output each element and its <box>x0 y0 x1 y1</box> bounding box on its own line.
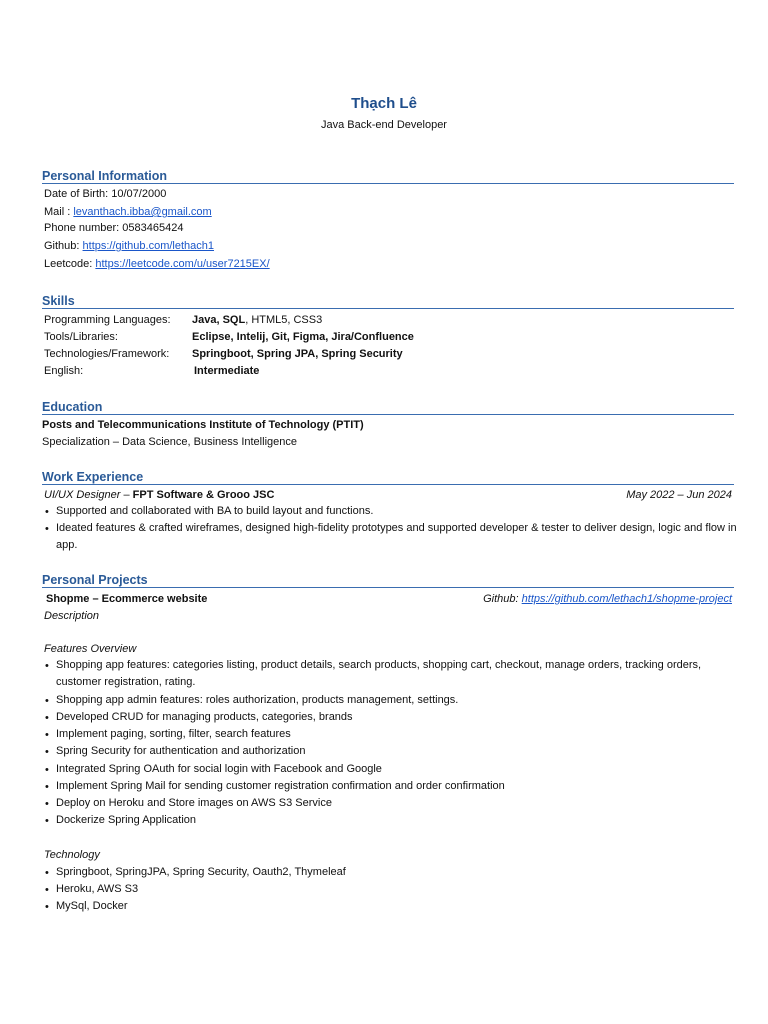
leetcode-label: Leetcode: <box>44 258 96 270</box>
github-line <box>44 239 214 253</box>
section-title-work: Work Experience <box>42 470 144 484</box>
bullet-icon: • <box>45 798 49 810</box>
section-divider <box>42 414 734 415</box>
section-title-skills: Skills <box>42 294 75 308</box>
feature-item: Spring Security for authentication and authorization <box>56 745 306 757</box>
leetcode-line <box>44 257 270 271</box>
feature-item: Deploy on Heroku and Store images on AWS S3 Service <box>56 797 332 809</box>
project-github-label: Github: <box>483 593 522 605</box>
section-title-education: Education <box>42 400 103 414</box>
bullet-icon: • <box>45 729 49 741</box>
skill-value <box>192 347 403 361</box>
mail-line <box>44 205 212 219</box>
bullet-icon: • <box>45 867 49 879</box>
phone-text: Phone number: 0583465424 <box>44 222 184 234</box>
section-divider <box>42 587 734 588</box>
candidate-role: Java Back-end Developer <box>321 119 447 131</box>
skill-value <box>192 330 414 344</box>
section-divider <box>42 308 734 309</box>
section-divider <box>42 484 734 485</box>
job-bullet: Supported and collaborated with BA to build layout and functions. <box>56 505 374 517</box>
skill-value-bold: Springboot, Spring JPA, Spring Security <box>192 348 403 360</box>
skill-value <box>192 313 322 327</box>
candidate-name: Thạch Lê <box>351 95 417 112</box>
skill-value-bold: Java, SQL <box>192 314 246 326</box>
feature-item: Shopping app admin features: roles authorization, products management, settings. <box>56 694 459 706</box>
leetcode-link[interactable]: https://leetcode.com/u/user7215EX/ <box>95 258 270 270</box>
bullet-icon: • <box>45 660 49 672</box>
specialization-text: Specialization – Data Science, Business Intelligence <box>42 436 297 448</box>
mail-label: Mail : <box>44 206 74 218</box>
bullet-icon: • <box>45 712 49 724</box>
feature-item: Dockerize Spring Application <box>56 814 197 826</box>
job-role: UI/UX Designer <box>44 489 121 501</box>
school-name: Posts and Telecommunications Institute of Technology (PTIT) <box>42 419 364 431</box>
job-company: FPT Software & Grooo JSC <box>132 489 275 501</box>
skill-value-rest: , HTML5, CSS3 <box>245 314 323 326</box>
job-dates: May 2022 – Jun 2024 <box>626 489 732 501</box>
dob-text: Date of Birth: 10/07/2000 <box>44 188 167 200</box>
section-divider <box>42 183 734 184</box>
bullet-icon: • <box>45 506 49 518</box>
skill-value-bold: Intermediate <box>194 365 260 377</box>
project-name: Shopme – Ecommerce website <box>46 593 208 605</box>
github-label: Github: <box>44 240 83 252</box>
project-github-link[interactable]: https://github.com/lethach1/shopme-project <box>521 593 732 605</box>
bullet-icon: • <box>45 523 49 535</box>
bullet-icon: • <box>45 884 49 896</box>
skill-label: Programming Languages: <box>44 314 171 326</box>
feature-item: Implement paging, sorting, filter, search features <box>56 728 291 740</box>
technology-item: Springboot, SpringJPA, Spring Security, Oauth2, Thymeleaf <box>56 866 346 878</box>
feature-item: Implement Spring Mail for sending customer registration confirmation and order confirmation <box>56 780 505 792</box>
project-description-label: Description <box>44 610 100 622</box>
technology-item: Heroku, AWS S3 <box>56 883 139 895</box>
feature-item: Integrated Spring OAuth for social login with Facebook and Google <box>56 763 382 775</box>
job-title-line <box>44 488 274 502</box>
bullet-icon: • <box>45 746 49 758</box>
skill-value <box>194 364 259 378</box>
section-title-personal: Personal Information <box>42 169 168 183</box>
bullet-icon: • <box>45 695 49 707</box>
bullet-icon: • <box>45 901 49 913</box>
skill-label: English: <box>44 365 84 377</box>
job-bullet: Ideated features & crafted wireframes, designed high-fidelity prototypes and supported developer & tester to deliver design, logic and flow in app. <box>56 522 737 551</box>
job-separator: – <box>120 489 133 501</box>
bullet-icon: • <box>45 781 49 793</box>
features-label: Features Overview <box>44 643 137 655</box>
feature-item: Shopping app features: categories listing, product details, search products, shopping cart, checkout, manage orders, tracking orders, customer registration, rating. <box>56 659 702 688</box>
project-github-line <box>483 592 732 606</box>
feature-item: Developed CRUD for managing products, categories, brands <box>56 711 353 723</box>
skill-label: Tools/Libraries: <box>44 331 118 343</box>
technology-label: Technology <box>44 849 100 861</box>
skill-label: Technologies/Framework: <box>44 348 170 360</box>
bullet-icon: • <box>45 764 49 776</box>
skill-value-bold: Eclipse, Intelij, Git, Figma, Jira/Confluence <box>192 331 414 343</box>
section-title-projects: Personal Projects <box>42 573 148 587</box>
mail-link[interactable]: levanthach.ibba@gmail.com <box>73 206 212 218</box>
technology-item: MySql, Docker <box>56 900 128 912</box>
github-link[interactable]: https://github.com/lethach1 <box>82 240 214 252</box>
bullet-icon: • <box>45 815 49 827</box>
